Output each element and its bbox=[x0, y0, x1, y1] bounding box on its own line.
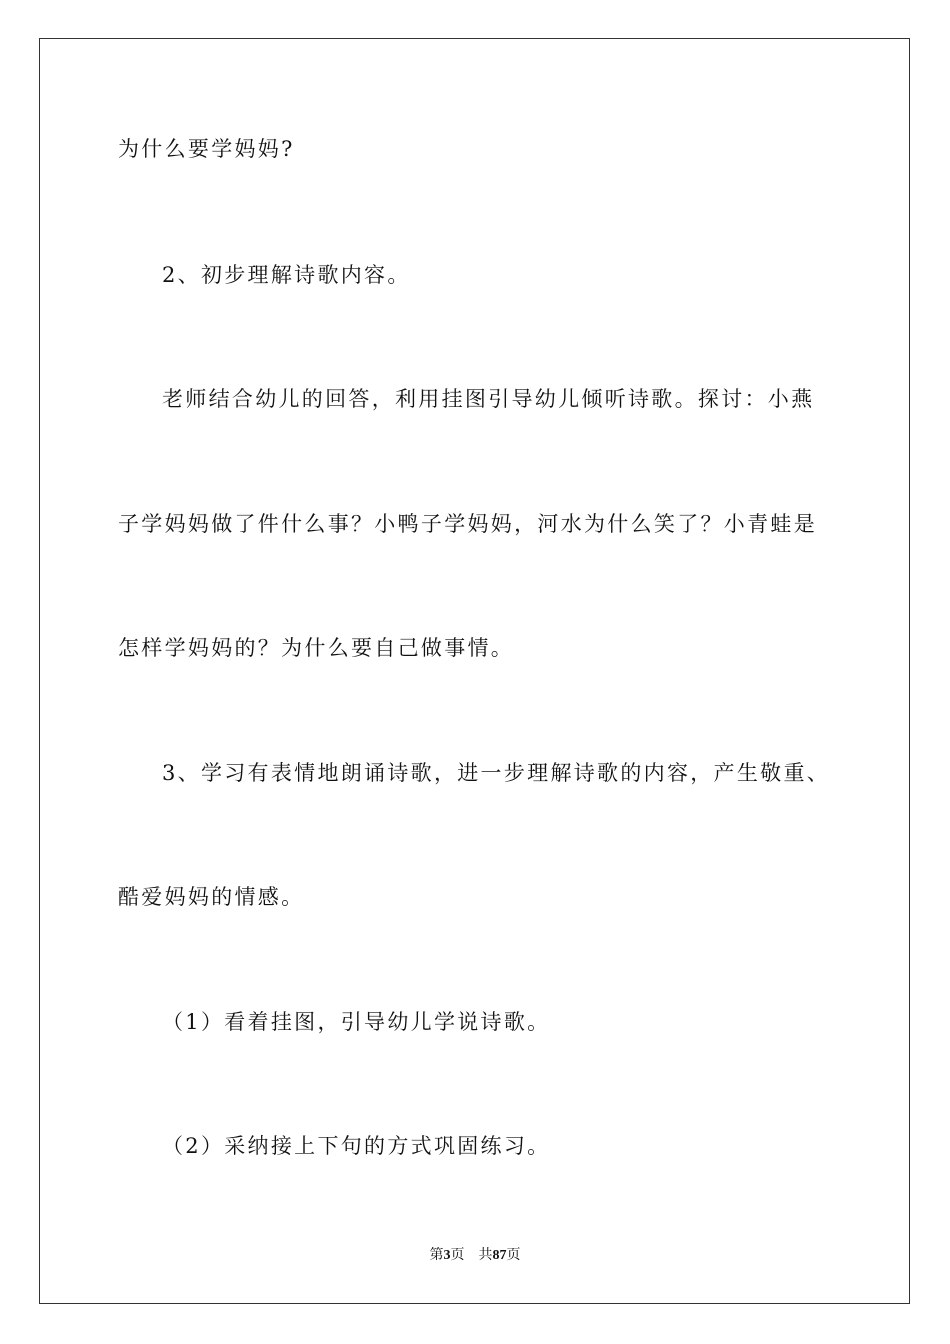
page-footer bbox=[0, 1249, 950, 1263]
text-line-3: 老师结合幼儿的回答，利用挂图引导幼儿倾听诗歌。探讨：小燕 bbox=[162, 387, 815, 411]
page-suffix: 页 bbox=[450, 1248, 465, 1263]
page-prefix: 第 bbox=[429, 1248, 444, 1263]
total-prefix: 共 bbox=[478, 1248, 493, 1263]
text-line-4: 子学妈妈做了件什么事？小鸭子学妈妈，河水为什么笑了？小青蛙是 bbox=[118, 512, 817, 536]
total-pages: 87 bbox=[492, 1248, 507, 1263]
text-line-1: 为什么要学妈妈? bbox=[118, 137, 295, 161]
text-line-9: （2）采纳接上下句的方式巩固练习。 bbox=[162, 1134, 551, 1158]
total-suffix: 页 bbox=[506, 1248, 521, 1263]
text-line-5: 怎样学妈妈的？为什么要自己做事情。 bbox=[118, 636, 515, 660]
text-line-6: 3、学习有表情地朗诵诗歌，进一步理解诗歌的内容，产生敬重、 bbox=[162, 761, 831, 785]
page-border bbox=[39, 38, 910, 1304]
page-number: 3 bbox=[443, 1248, 451, 1263]
text-line-2: 2、初步理解诗歌内容。 bbox=[162, 263, 411, 287]
text-line-8: （1）看着挂图，引导幼儿学说诗歌。 bbox=[162, 1010, 551, 1034]
text-line-7: 酷爱妈妈的情感。 bbox=[118, 885, 305, 909]
